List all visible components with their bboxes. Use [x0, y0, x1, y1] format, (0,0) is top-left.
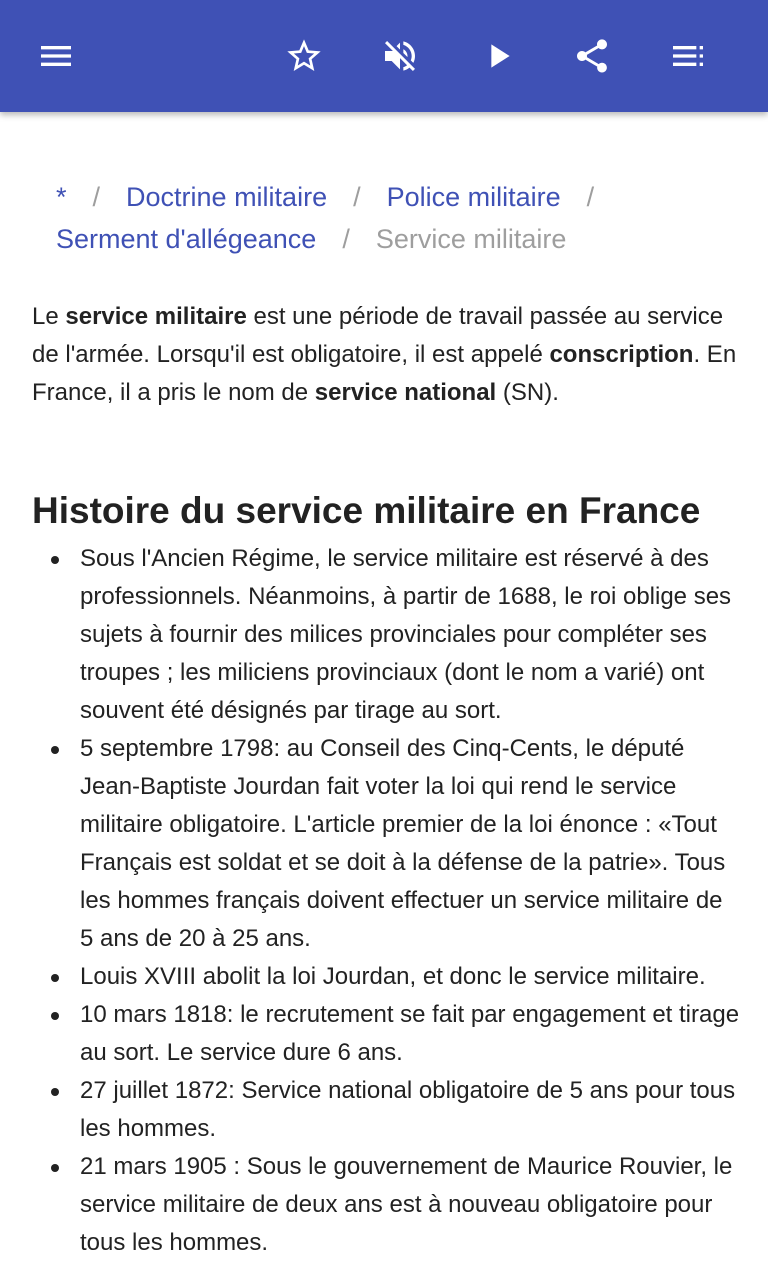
breadcrumb — [56, 176, 736, 260]
menu-icon — [36, 36, 76, 76]
mute-button[interactable] — [372, 28, 428, 84]
intro-text: est une période de travail passée au service de l'armée. Lorsqu'il est obligatoire, il est appelé — [32, 303, 724, 368]
volume-off-icon — [380, 36, 420, 76]
bullet-icon — [51, 974, 59, 982]
list-item — [80, 958, 740, 996]
share-button[interactable] — [564, 28, 620, 84]
list-item — [80, 1072, 740, 1148]
intro-text: Le — [32, 303, 66, 330]
list-item — [80, 1148, 740, 1262]
favorite-button[interactable] — [276, 28, 332, 84]
intro-text: (SN). — [496, 379, 559, 406]
list-item-text: 10 mars 1818: le recrutement se fait par engagement et tirage au sort. Le service dure 6 ans. — [80, 1001, 740, 1066]
list-item-text: 5 septembre 1798: au Conseil des Cinq-Cents, le député Jean-Baptiste Jourdan fait voter la loi qui rend le service militaire obligatoire. L'article premier de la loi énonce : «Tout Français est soldat et se doit à la défense de la patrie». Tous les hommes français doivent effectuer un service militaire de 5 ans de 20 à 25 ans. — [80, 735, 726, 952]
breadcrumb-item-home[interactable]: * — [56, 182, 67, 212]
bullet-icon — [51, 746, 59, 754]
play-icon — [478, 36, 518, 76]
share-icon — [572, 36, 612, 76]
bullet-icon — [51, 556, 59, 564]
history-list — [0, 540, 740, 1262]
bullet-icon — [51, 1164, 59, 1172]
play-button[interactable] — [470, 28, 526, 84]
list-item-text: Louis XVIII abolit la loi Jourdan, et donc le service militaire. — [80, 963, 706, 990]
list-item-text: 21 mars 1905 : Sous le gouvernement de Maurice Rouvier, le service militaire de deux ans est à nouveau obligatoire pour tous les hommes. — [80, 1153, 733, 1256]
list-item — [80, 540, 740, 730]
bullet-icon — [51, 1088, 59, 1096]
list-item-text: 27 juillet 1872: Service national obligatoire de 5 ans pour tous les hommes. — [80, 1077, 736, 1142]
menu-button[interactable] — [28, 28, 84, 84]
bullet-icon — [51, 1012, 59, 1020]
intro-text: . En France, il a pris le nom de — [32, 341, 737, 406]
table-of-contents-button[interactable] — [660, 28, 716, 84]
breadcrumb-item-police-militaire[interactable]: Police militaire — [386, 182, 561, 212]
list-item — [80, 730, 740, 958]
breadcrumb-item-doctrine-militaire[interactable]: Doctrine militaire — [126, 182, 328, 212]
intro-bold-term: conscription — [549, 341, 694, 368]
list-item-text: Sous l'Ancien Régime, le service militaire est réservé à des professionnels. Néanmoins, à partir de 1688, le roi oblige ses sujets à fournir des milices provinciales pour compléter ses troupes ; les miliciens provinciaux (dont le nom a varié) ont souvent été désignés par tirage au sort. — [80, 545, 732, 724]
breadcrumb-separator: / — [342, 224, 350, 254]
app-bar — [0, 0, 768, 112]
breadcrumb-current-page: Service militaire — [375, 224, 567, 254]
playlist-icon — [668, 36, 708, 76]
star-outline-icon — [284, 36, 324, 76]
list-item — [80, 996, 740, 1072]
breadcrumb-separator: / — [92, 182, 101, 212]
breadcrumb-separator: / — [353, 182, 361, 212]
breadcrumb-item-serment-allegeance[interactable]: Serment d'allégeance — [56, 224, 317, 254]
intro-bold-term: service national — [314, 379, 497, 406]
article-content — [0, 112, 768, 1280]
intro-bold-term: service militaire — [65, 303, 247, 330]
breadcrumb-separator: / — [586, 182, 595, 212]
section-heading: Histoire du service militaire en France — [32, 490, 701, 531]
intro-paragraph — [32, 298, 742, 412]
